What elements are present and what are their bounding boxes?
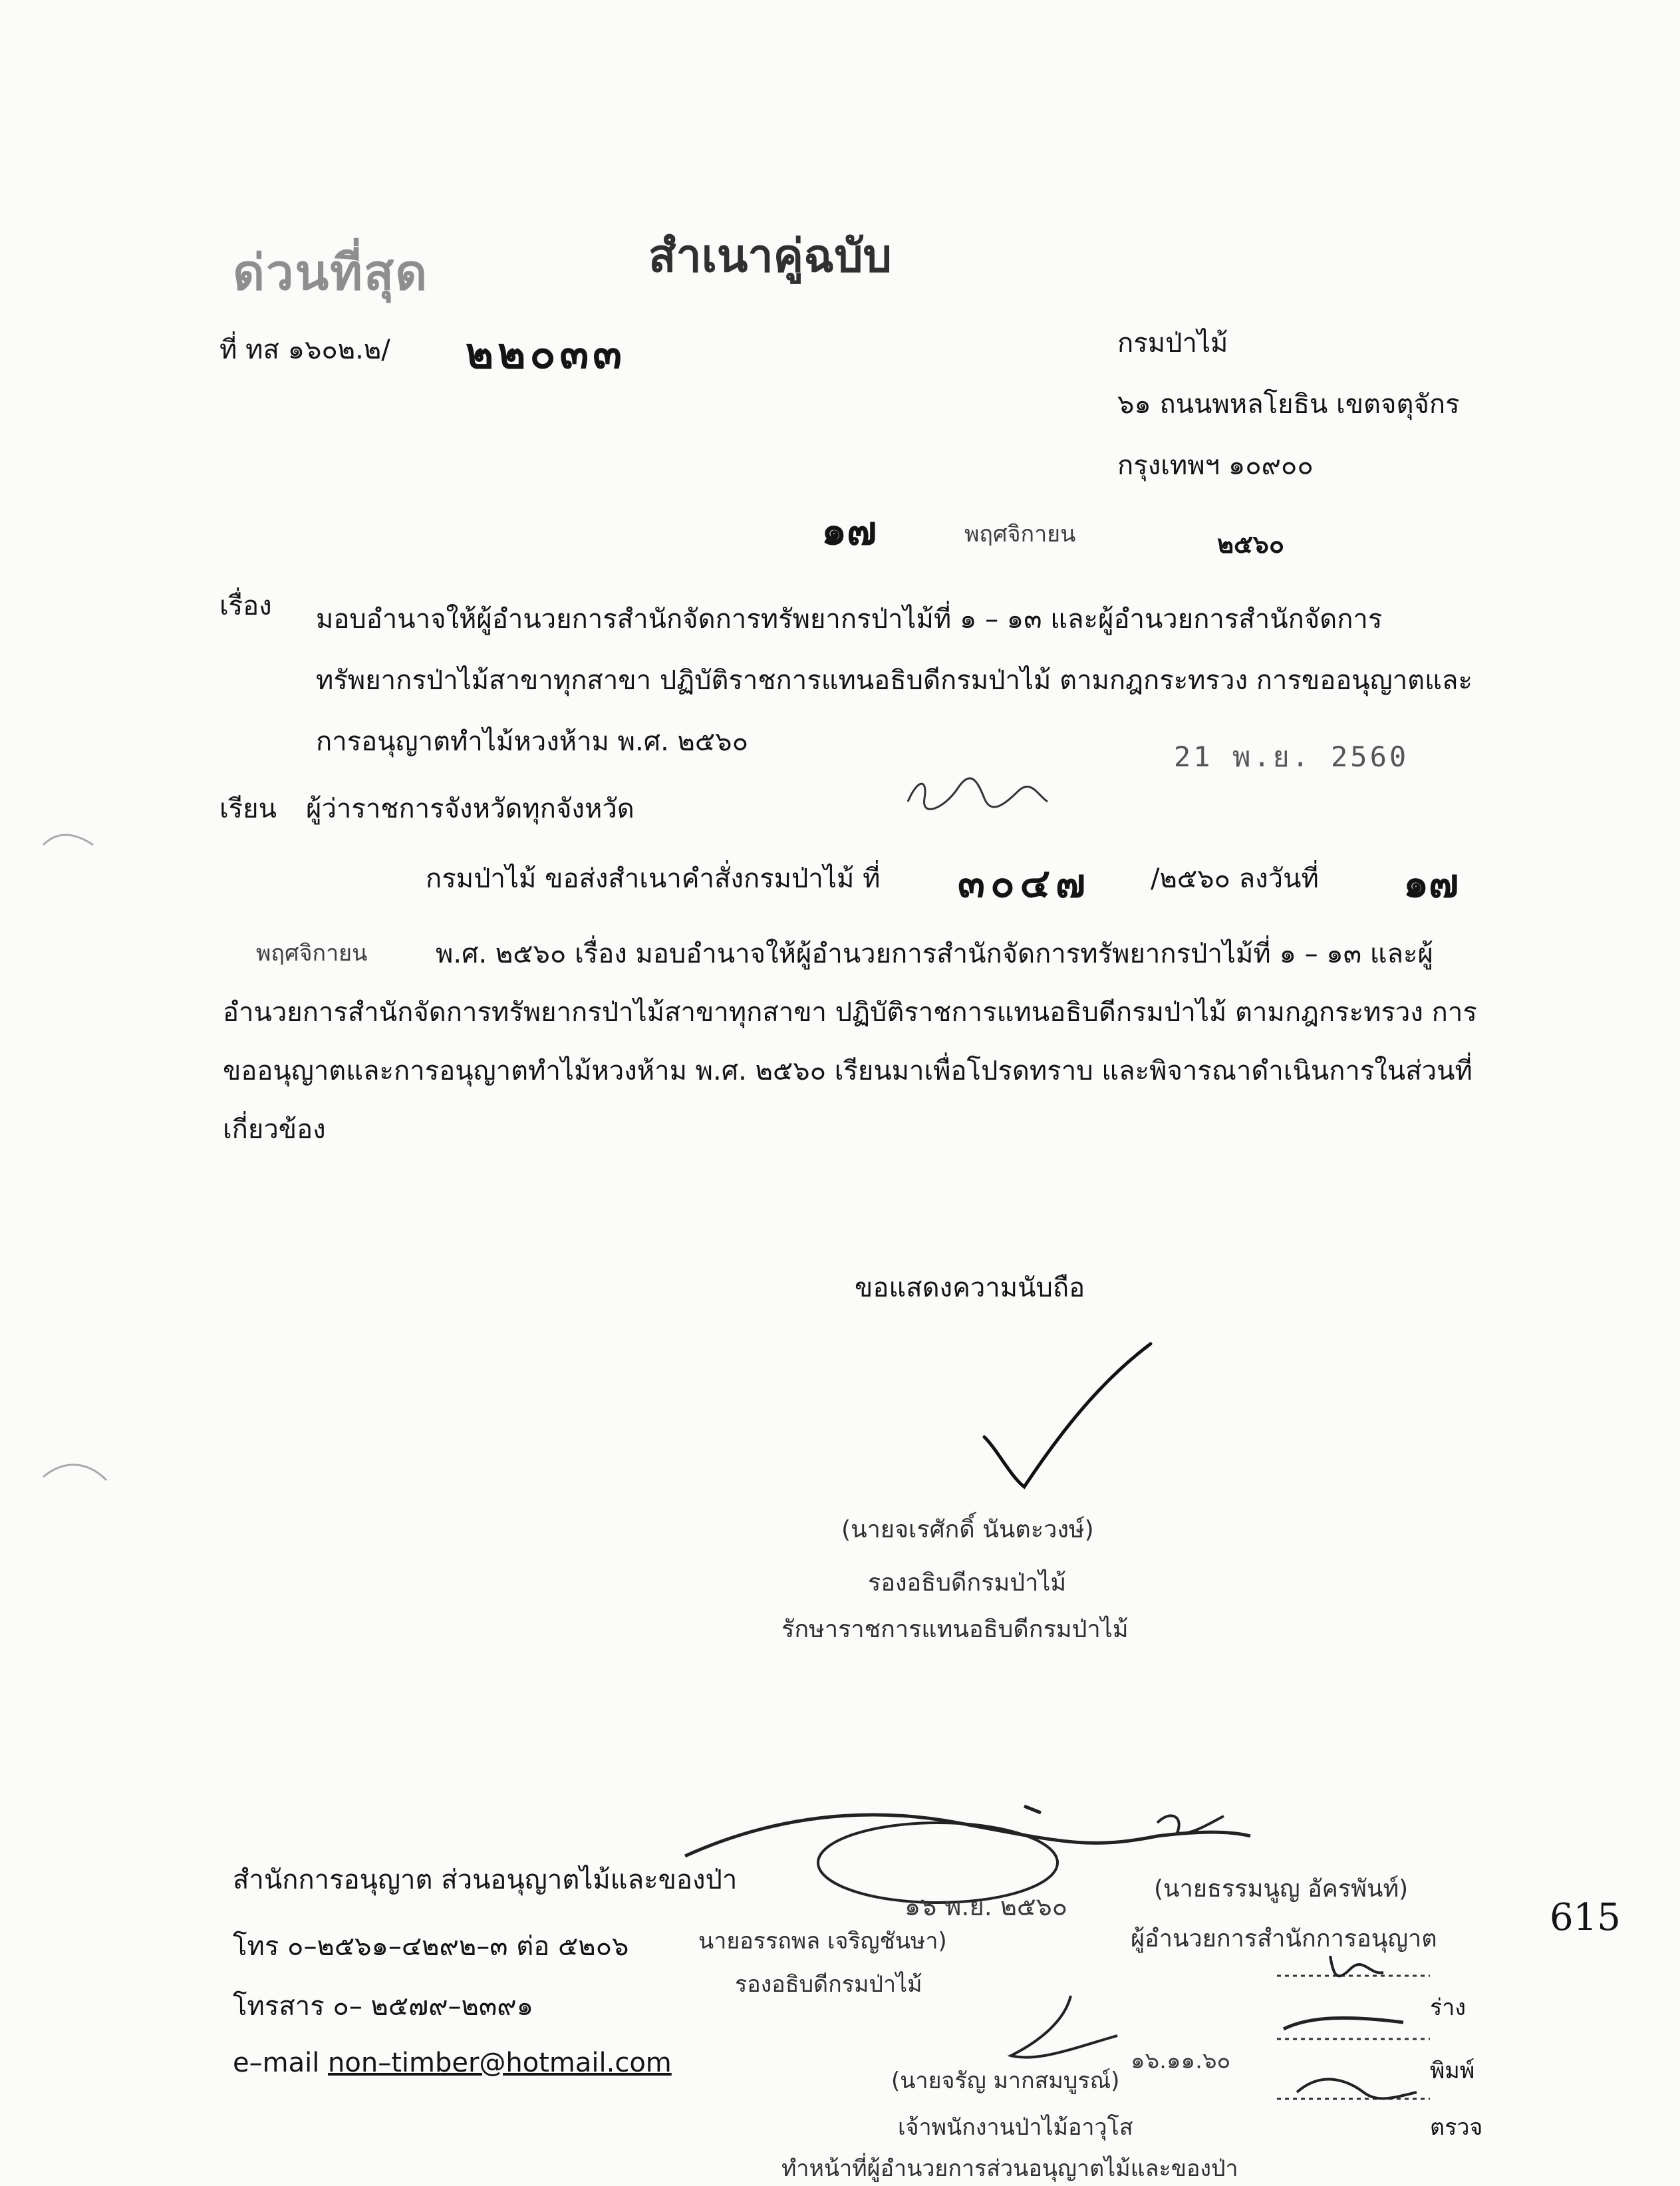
sender-line: กรุงเทพฯ ๑๐๙๐๐: [1117, 450, 1314, 481]
body-text: พ.ศ. ๒๕๖๐ เรื่อง มอบอำนาจให้ผู้อำนวยการสำนักจัดการทรัพยากรป่าไม้ที่ ๑ – ๑๓ และผู้อำนวยการสำนักจัดการทรัพยากรป่าไม้สาขาทุกสาขา ปฏิบัติราชการแทนอธิบดีกรมป่าไม้ ตามกฎกระทรวง การขออนุญาตและการอนุญาตทำไม้หวงห้าม พ.ศ. ๒๕๖๐ เรียนมาเพื่อโปรดทราบ และพิจารณาดำเนินการในส่วนที่เกี่ยวข้อง: [223, 939, 1477, 1145]
order-suffix: /๒๕๖๐ ลงวันที่: [1151, 863, 1319, 894]
signer-title: รองอธิบดีกรมป่าไม้: [868, 1569, 1067, 1597]
date-year: ๒๕๖๐: [1217, 530, 1285, 559]
subject-label: เรื่อง: [219, 591, 272, 621]
copy-heading: สำเนาคู่ฉบับ: [648, 230, 892, 283]
order-number: ๓๐๔๗: [958, 860, 1091, 907]
typed-label: พิมพ์: [1430, 2058, 1475, 2084]
fax: โทรสาร ๐– ๒๕๗๙–๒๓๙๑: [233, 1991, 533, 2022]
sender-line: ๖๑ ถนนพหลโยธิน เขตจตุจักร: [1117, 389, 1460, 420]
cosigner-title: ผู้อำนวยการสำนักการอนุญาต: [1131, 1925, 1437, 1952]
binder-hole-mark: [40, 1457, 113, 1497]
signer-name: (นายจเรศักดิ์ นันตะวงษ์): [841, 1516, 1094, 1543]
addressee-label: เรียน: [219, 794, 277, 824]
checked-label: ตรวจ: [1430, 2114, 1483, 2141]
urgency-stamp: ด่วนที่สุด: [233, 244, 429, 301]
cosigner-note: ทำหน้าที่ผู้อำนวยการส่วนอนุญาตไม้และของป่า: [781, 2155, 1238, 2182]
email-line: [233, 2046, 672, 2080]
cosigner-name: (นายธรรมนูญ อัครพันท์): [1154, 1875, 1409, 1903]
draft-label: ร่าง: [1430, 1994, 1466, 2021]
telephone: โทร ๐–๒๕๖๑–๔๒๙๒–๓ ต่อ ๕๒๐๖: [233, 1931, 629, 1962]
sender-address: [1117, 326, 1460, 483]
cosign-signature: [998, 1989, 1131, 2069]
signer-acting-title: รักษาราชการแทนอธิบดีกรมป่าไม้: [781, 1616, 1129, 1643]
binder-hole-mark: [40, 825, 100, 858]
body-opening: กรมป่าไม้ ขอส่งสำเนาคำสั่งกรมป่าไม้ ที่: [426, 863, 881, 894]
handwritten-page-mark: 615: [1550, 1896, 1621, 1939]
order-day: ๑๗: [1403, 860, 1459, 907]
office-name: สำนักการอนุญาต ส่วนอนุญาตไม้และของป่า: [233, 1865, 738, 1895]
sender-line: กรมป่าไม้: [1117, 328, 1228, 359]
received-date-stamp: 21 พ.ย. 2560: [1174, 740, 1409, 773]
email-link[interactable]: non–timber@hotmail.com: [328, 2048, 672, 2078]
initials-marks: [1270, 1949, 1443, 2122]
email-label: e–mail: [233, 2048, 320, 2078]
subject-text: มอบอำนาจให้ผู้อำนวยการสำนักจัดการทรัพยากรป่าไม้ที่ ๑ – ๑๓ และผู้อำนวยการสำนักจัดการทรัพยากรป่าไม้สาขาทุกสาขา ปฏิบัติราชการแทนอธิบดีกรมป่าไม้ ตามกฎกระทรวง การขออนุญาตและการอนุญาตทำไม้หวงห้าม พ.ศ. ๒๕๖๐: [316, 604, 1472, 757]
date-month-stamp: พฤศจิกายน: [964, 521, 1076, 547]
cosigner-name: (นายจรัญ มากสมบูรณ์): [891, 2068, 1120, 2094]
cosigner-title: รองอธิบดีกรมป่าไม้: [735, 1971, 922, 1998]
reference-number: ๒๒๐๓๓: [466, 329, 626, 379]
signature-mark: [971, 1337, 1171, 1503]
handwritten-initials: [905, 775, 1051, 815]
closing-phrase: ขอแสดงความนับถือ: [855, 1273, 1085, 1303]
addressee-text: ผู้ว่าราชการจังหวัดทุกจังหวัด: [306, 794, 634, 824]
order-month-stamp: พฤศจิกายน: [256, 940, 368, 967]
cosigner-title: เจ้าพนักงานป่าไม้อาวุโส: [898, 2114, 1133, 2141]
cosigner-name: นายอรรถพล เจริญชันษา): [698, 1928, 947, 1954]
reference-prefix: ที่ ทส ๑๖๐๒.๒/: [219, 335, 390, 365]
cosign-date: ๑๖.๑๑.๖๐: [1131, 2048, 1231, 2074]
cosign-date: ๑๖ พ.ย. ๒๕๖๐: [905, 1892, 1067, 1921]
date-day: ๑๗: [821, 508, 877, 554]
